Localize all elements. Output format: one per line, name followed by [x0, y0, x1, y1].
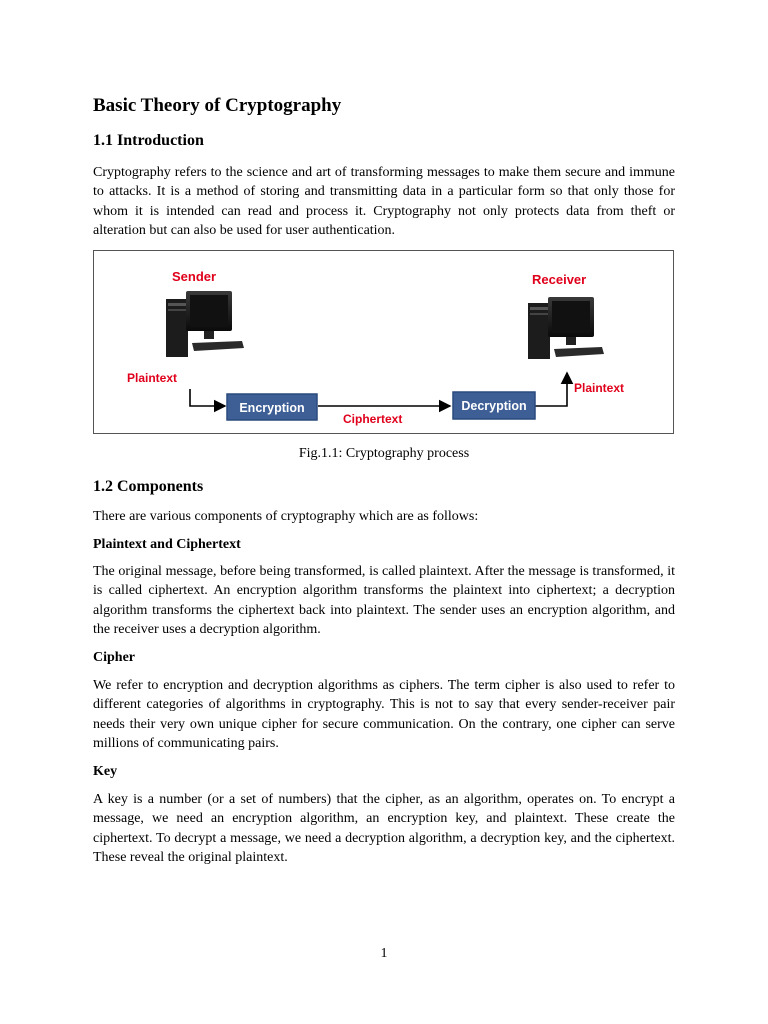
plaintext-ciphertext-paragraph: The original message, before being transformed, is called plaintext. After the message is transformed, it is called ciphertext. An encryption algorithm transforms the plaintext into ciphertext; a decryption algorithm transforms the ciphertext back into plaintext. The sender uses an encryption algorithm, and the receiver uses a decryption algorithm.: [93, 564, 675, 637]
components-intro: There are various components of cryptography which are as follows:: [93, 509, 479, 524]
introduction-paragraph: Cryptography refers to the science and art of transforming messages to make them secure and immune to attacks. It is a method of storing and transmitting data in a particular form so that only those for whom it is intended can read and process it. Cryptography not only protects data from theft or alteration but can also be used for user authentication.: [93, 165, 675, 238]
decryption-box-label: Decryption: [461, 399, 527, 413]
cryptography-process-figure: [93, 250, 674, 434]
encryption-box-label: Encryption: [239, 401, 305, 415]
cipher-paragraph: We refer to encryption and decryption algorithms as ciphers. The term cipher is also used to refer to different categories of algorithms in cryptography. This is not to say that every sender-receiver pair needs their very own unique cipher for secure communication. On the contrary, one cipher can serve millions of communicating pairs.: [93, 678, 675, 751]
sender-computer-icon: [166, 291, 244, 357]
figure-caption: Fig.1.1: Cryptography process: [298, 446, 470, 461]
section-heading-introduction: 1.1 Introduction: [93, 132, 204, 149]
decryption-box: [453, 392, 535, 419]
page-number: 1: [380, 946, 388, 961]
document-title: Basic Theory of Cryptography: [93, 95, 342, 116]
section-heading-components: 1.2 Components: [93, 478, 204, 495]
cryptography-diagram: [94, 251, 673, 433]
decryption-to-receiver-arrow: [535, 373, 567, 406]
encryption-box: [227, 394, 317, 420]
subheading-key: Key: [93, 764, 118, 779]
key-paragraph: A key is a number (or a set of numbers) that the cipher, as an algorithm, operates on. To encrypt a message, we need an encryption algorithm, an encryption key, and plaintext. These create the ciphertext. To decrypt a message, we need a decryption algorithm, a decryption key, and the ciphertext. These reveal the original plaintext.: [93, 792, 675, 865]
plaintext-output-label: Plaintext: [574, 381, 625, 395]
subheading-plaintext-ciphertext: Plaintext and Ciphertext: [93, 537, 241, 552]
sender-label: Sender: [172, 269, 217, 284]
plaintext-input-label: Plaintext: [127, 371, 178, 385]
subheading-cipher: Cipher: [93, 650, 135, 665]
ciphertext-label: Ciphertext: [343, 412, 403, 426]
receiver-computer-icon: [528, 297, 604, 359]
plaintext-to-encryption-arrow: [190, 389, 225, 406]
receiver-label: Receiver: [532, 272, 587, 287]
